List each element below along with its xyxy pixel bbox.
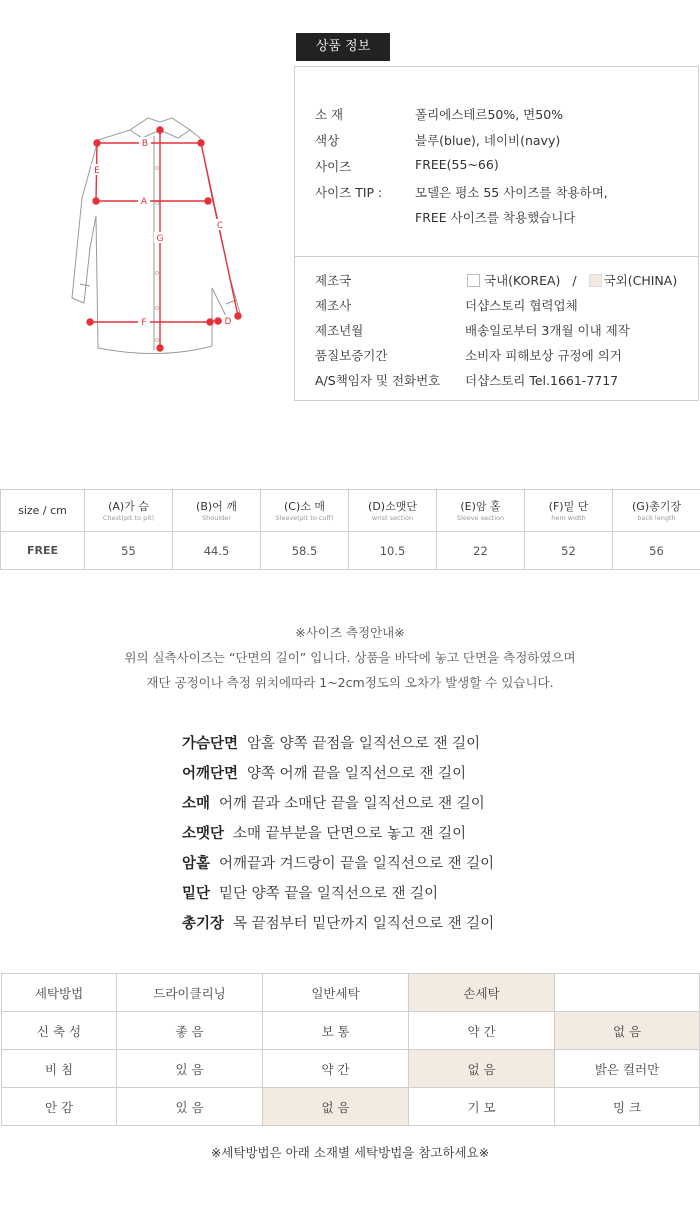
- definition-sleeve: 소매 어깨 끝과 소매단 끝을 일직선으로 잰 길이: [182, 796, 485, 812]
- size-value-armhole: 22: [437, 532, 525, 570]
- info-value-size-tip: 모델은 평소 55 사이즈를 착용하며,: [415, 185, 608, 200]
- wash-cell: 기 모: [409, 1088, 555, 1126]
- size-guide-line-2: 재단 공정이나 측정 위치에따라 1~2cm정도의 오차가 발생할 수 있습니다.: [146, 675, 554, 690]
- info-value-size: FREE(55~66): [415, 157, 499, 172]
- wash-row: [2, 1012, 700, 1050]
- shirt-measurement-diagram: [60, 108, 260, 358]
- size-col-wrist: (D)소맷단 wrist section: [349, 490, 437, 532]
- size-value-wrist: 10.5: [349, 532, 437, 570]
- product-info-title: 상품 정보: [296, 33, 390, 61]
- diagram-label-d: D: [224, 317, 232, 327]
- wash-cell: 밍 크: [555, 1088, 700, 1126]
- country-options: [467, 271, 677, 289]
- wash-row: [2, 974, 700, 1012]
- size-row-label: FREE: [1, 532, 85, 570]
- wash-cell: 신 축 성: [2, 1012, 117, 1050]
- wash-note: ※세탁방법은 아래 소재별 세탁방법을 참고하세요※: [210, 1145, 490, 1160]
- checkbox-korea[interactable]: [467, 274, 480, 287]
- definition-length: 총기장 목 끝점부터 밑단까지 일직선으로 잰 길이: [182, 916, 495, 932]
- info-key-material: 소 재: [315, 107, 344, 122]
- info-divider: [295, 256, 698, 257]
- info-value-manufacture-date: 배송일로부터 3개월 이내 제작: [465, 323, 630, 338]
- info-value-size-tip-2: FREE 사이즈를 착용했습니다: [415, 210, 576, 225]
- wash-row: [2, 1050, 700, 1088]
- definition-shoulder: 어깨단면 양쪽 어깨 끝을 일직선으로 잰 길이: [182, 766, 467, 782]
- size-value-sleeve: 58.5: [261, 532, 349, 570]
- info-key-as-contact: A/S책임자 및 전화번호: [315, 373, 441, 388]
- size-col-shoulder: (B)어 깨 Shoulder: [173, 490, 261, 532]
- size-col-armhole: (E)암 홀 Sleeve section: [437, 490, 525, 532]
- wash-cell: 밝은 컬러만: [555, 1050, 700, 1088]
- diagram-label-c: C: [216, 221, 224, 231]
- size-col-length: (G)총기장 back length: [613, 490, 700, 532]
- definition-hem: 밑단 밑단 양쪽 끝을 일직선으로 잰 길이: [182, 886, 439, 902]
- size-table-header: [1, 490, 700, 532]
- info-key-warranty: 품질보증기간: [315, 348, 388, 363]
- size-col-chest: (A)가 슴 Chest(pit to pit): [85, 490, 173, 532]
- size-value-hem: 52: [525, 532, 613, 570]
- wash-cell: 안 감: [2, 1088, 117, 1126]
- info-value-material: 폴리에스테르50%, 면50%: [415, 107, 564, 122]
- wash-cell: 좋 음: [117, 1012, 263, 1050]
- country-china-label: 국외(CHINA): [603, 273, 678, 288]
- size-value-shoulder: 44.5: [173, 532, 261, 570]
- info-key-manufacture-date: 제조년월: [315, 323, 364, 338]
- wash-cell: 있 음: [117, 1050, 263, 1088]
- definition-wrist: 소맷단 소매 끝부분을 단면으로 놓고 잰 길이: [182, 826, 467, 842]
- wash-cell: [555, 974, 700, 1012]
- info-value-manufacturer: 더샵스토리 협력업체: [465, 298, 578, 313]
- wash-cell: 손세탁: [409, 974, 555, 1012]
- wash-cell: 일반세탁: [263, 974, 409, 1012]
- info-key-color: 색상: [315, 133, 340, 148]
- info-key-country: 제조국: [315, 273, 352, 288]
- wash-cell: 약 간: [409, 1012, 555, 1050]
- info-value-color: 블루(blue), 네이비(navy): [415, 133, 561, 148]
- wash-cell: 없 음: [263, 1088, 409, 1126]
- diagram-label-e: E: [94, 166, 100, 176]
- size-value-chest: 55: [85, 532, 173, 570]
- size-table-row: [1, 532, 700, 570]
- size-table: [0, 489, 700, 570]
- wash-cell: 있 음: [117, 1088, 263, 1126]
- size-value-length: 56: [613, 532, 700, 570]
- country-korea-label: 국내(KOREA): [484, 273, 561, 288]
- size-table-corner: size / cm: [1, 490, 85, 532]
- info-key-manufacturer: 제조사: [315, 298, 352, 313]
- product-info-box: [294, 66, 699, 401]
- diagram-label-b: B: [141, 139, 149, 149]
- wash-cell: 약 간: [263, 1050, 409, 1088]
- diagram-label-g: G: [156, 234, 164, 244]
- wash-cell: 없 음: [409, 1050, 555, 1088]
- definition-armhole: 암홀 어깨끝과 겨드랑이 끝을 일직선으로 잰 길이: [182, 856, 495, 872]
- info-key-size-tip: 사이즈 TIP :: [315, 185, 383, 200]
- info-value-warranty: 소비자 피해보상 규정에 의거: [465, 348, 622, 363]
- info-value-as-contact: 더샵스토리 Tel.1661-7717: [465, 373, 619, 388]
- checkbox-china[interactable]: [589, 274, 602, 287]
- size-guide-title: ※사이즈 측정안내※: [295, 625, 405, 640]
- size-guide-line-1: 위의 실측사이즈는 “단면의 길이” 입니다. 상품을 바닥에 놓고 단면을 측정하였으며: [124, 650, 576, 665]
- wash-table: [1, 973, 700, 1126]
- wash-cell: 드라이클리닝: [117, 974, 263, 1012]
- definition-chest: 가슴단면 암홀 양쪽 끝점을 일직선으로 잰 길이: [182, 736, 481, 752]
- wash-cell: 보 통: [263, 1012, 409, 1050]
- wash-cell: 세탁방법: [2, 974, 117, 1012]
- size-col-hem: (F)밑 단 hem width: [525, 490, 613, 532]
- size-col-sleeve: (C)소 매 Sleeve(pit to cuff): [261, 490, 349, 532]
- diagram-label-a: A: [140, 197, 148, 207]
- wash-row: [2, 1088, 700, 1126]
- wash-cell: 없 음: [555, 1012, 700, 1050]
- info-key-size: 사이즈: [315, 159, 352, 174]
- diagram-label-f: F: [141, 318, 147, 328]
- wash-cell: 비 침: [2, 1050, 117, 1088]
- country-separator: /: [572, 273, 577, 288]
